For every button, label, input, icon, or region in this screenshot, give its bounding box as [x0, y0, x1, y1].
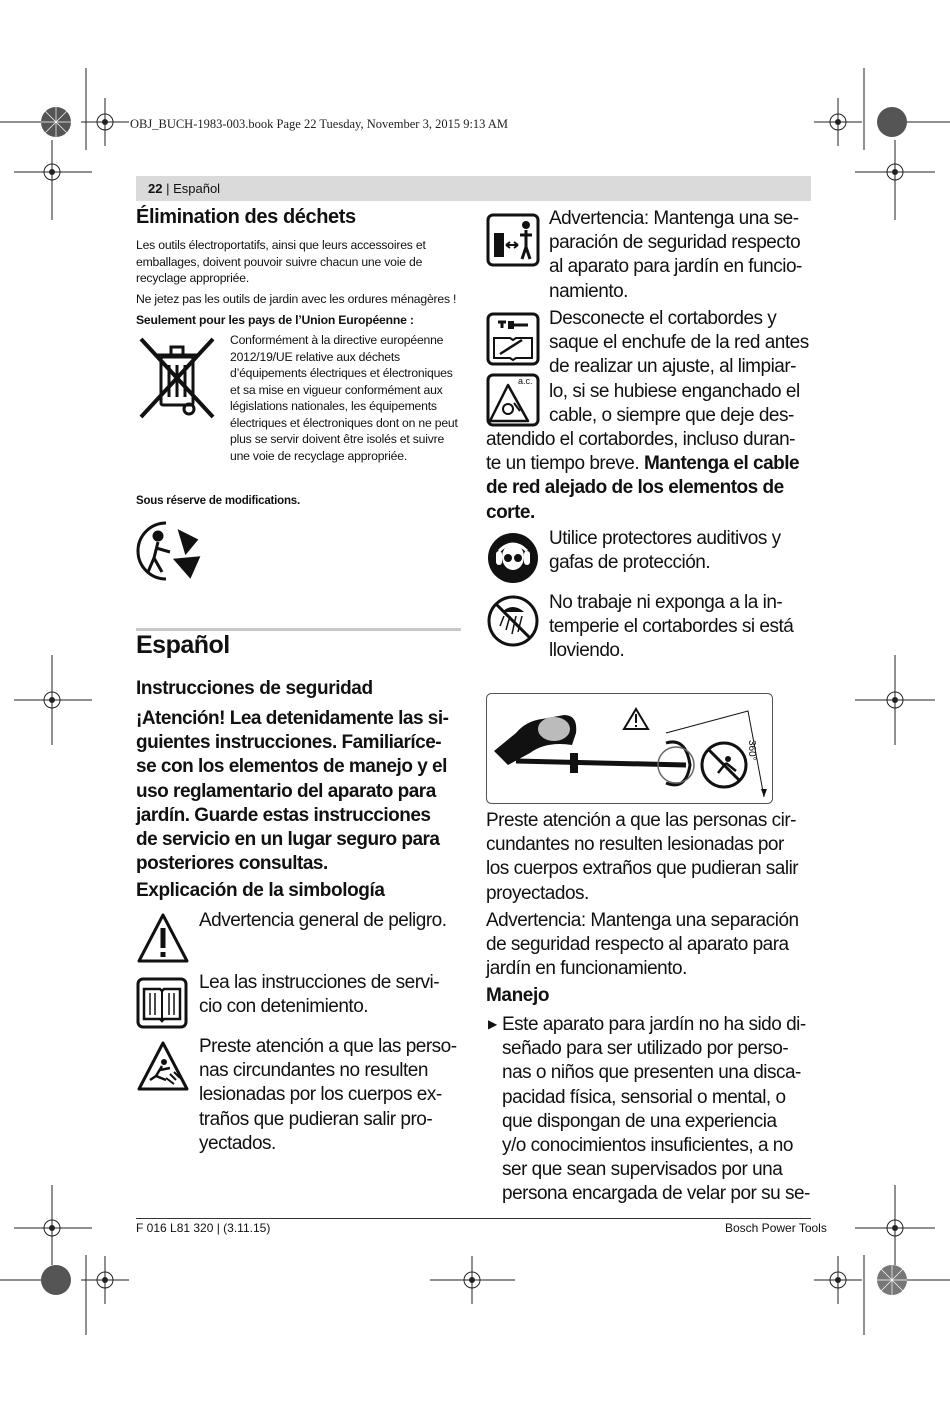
fr-reserve-note: Sous réserve de modifications. — [136, 495, 301, 507]
text-line: paración de seguridad respecto — [549, 232, 801, 254]
text-line: nas o niños que presenten una disca- — [502, 1062, 801, 1084]
no-rain-icon — [486, 594, 540, 653]
header-bar — [136, 176, 811, 201]
text-line: Preste atención a que las personas cir- — [486, 810, 797, 831]
bold-text-line: Mantenga el cable — [643, 453, 800, 475]
read-manual-icon — [136, 977, 188, 1034]
text-line: proyectados. — [486, 882, 589, 904]
text-line: lesionadas por los cuerpos ex- — [199, 1084, 442, 1106]
text-line: Este aparato para jardín no ha sido di- — [502, 1014, 806, 1035]
text-line: jardín en funcionamiento. — [486, 958, 687, 980]
text-line: de realizar un ajuste, al limpiar- — [549, 356, 797, 378]
text-line: pacidad física, sensorial o mental, o — [502, 1086, 786, 1108]
attention-line: posteriores consultas. — [136, 853, 328, 875]
unplug-text-continued — [486, 428, 816, 525]
fr-paragraph-1: Les outils électroportatifs, ainsi que leurs accessoires et emballages, doivent pouvoir suivre chacun une voie de recyclage appropriée. — [136, 238, 426, 285]
fr-paragraph-2: Ne jetez pas les outils de jardin avec les ordures ménagères ! — [136, 292, 457, 306]
text-line: lo, si se hubiese enganchado el — [549, 380, 800, 402]
unplug-manual-icon — [486, 312, 540, 371]
footer-doc-number: F 016 L81 320 | (3.11.15) — [136, 1221, 271, 1235]
attention-line: uso reglamentario del aparato para — [136, 780, 436, 802]
text-line: y/o conocimientos insuficientes, a no — [502, 1135, 793, 1157]
print-slug: OBJ_BUCH-1983-003.book Page 22 Tuesday, November 3, 2015 9:13 AM — [130, 117, 509, 131]
text-line: Advertencia: Mantenga una se- — [549, 208, 799, 229]
text-line: persona encargada de velar por su se- — [502, 1183, 810, 1205]
thrown-objects-warning-icon — [136, 1040, 190, 1097]
safety-distance-text — [549, 207, 802, 304]
attention-line: jardín. Guarde estas instrucciones — [136, 804, 431, 826]
text-line: temperie el cortabordes si está — [549, 616, 794, 638]
page-number: 22 — [148, 181, 163, 196]
text-line: Lea las instrucciones de servi- — [199, 972, 440, 993]
text-line: te un tiempo breve. — [486, 453, 644, 475]
warning-triangle-icon — [136, 912, 190, 969]
symbol-thrown-objects-text — [199, 1035, 457, 1156]
safety-distance-icon — [486, 213, 540, 272]
fr-paragraph-directive: Conformément à la directive européenne 2012/19/UE relative aux déchets d’équipements électriques et électroniques et sa mise en vigueur conformément aux législations nationales, les équipements électriques et électroniques dont on ne peut plus se servir doivent être isolés et suivre une voie de recyclage appropriée. — [230, 333, 458, 463]
symbol-read-manual-text — [199, 971, 439, 1019]
attention-line: se con los elementos de manejo y el — [136, 756, 447, 778]
footer-brand: Bosch Power Tools — [725, 1221, 827, 1235]
text-line: saque el enchufe de la red antes — [549, 332, 809, 354]
attention-line: guientes instrucciones. Familiaríce- — [136, 732, 442, 754]
figure-360-label: 360° — [746, 740, 757, 761]
text-line: Desconecte el cortabordes y — [549, 308, 777, 329]
safety-heading: Instrucciones de seguridad — [136, 678, 373, 699]
es-title: Español — [136, 631, 230, 659]
attention-line: ¡Atención! Lea detenidamente las si- — [136, 708, 449, 729]
trimmer-hazard-figure — [486, 693, 773, 810]
text-line: al aparato para jardín en funcio- — [549, 256, 802, 278]
text-line: nas circundantes no resulten — [199, 1060, 428, 1082]
manejo-heading: Manejo — [486, 985, 550, 1006]
protection-text — [549, 527, 781, 575]
text-line: cundantes no resulten lesionadas por — [486, 834, 784, 856]
ac-label: a.c. — [518, 376, 533, 386]
text-line: lloviendo. — [549, 640, 625, 662]
footer-rule — [136, 1218, 811, 1219]
triman-recycle-icon — [136, 518, 206, 589]
header-section: Español — [173, 181, 221, 196]
text-line: Advertencia: Mantenga una separación — [486, 910, 799, 931]
bold-text-line: corte. — [486, 501, 535, 523]
ear-eye-protection-icon — [486, 531, 540, 590]
text-line: Preste atención a que las perso- — [199, 1036, 457, 1057]
text-line: traños que pudieran salir pro- — [199, 1108, 433, 1130]
attention-line: de servicio en un lugar seguro para — [136, 829, 440, 851]
text-line: gafas de protección. — [549, 552, 711, 574]
text-line: No trabaje ni exponga a la in- — [549, 592, 783, 613]
text-line: atendido el cortabordes, incluso duran- — [486, 429, 795, 450]
bold-text-line: de red alejado de los elementos de — [486, 477, 784, 499]
warning-paragraph — [486, 909, 799, 982]
bullet-marker: ▶ — [488, 1017, 498, 1031]
unplug-text — [549, 307, 809, 428]
attention-paragraph — [136, 707, 466, 876]
text-line: cable, o siempre que deje des- — [549, 404, 794, 426]
manejo-paragraph — [502, 1013, 810, 1207]
crossed-bin-icon — [137, 335, 217, 426]
text-line: namiento. — [549, 280, 628, 302]
text-line: ser que sean supervisados por una — [502, 1159, 783, 1181]
text-line: Utilice protectores auditivos y — [549, 528, 781, 549]
no-rain-text — [549, 591, 793, 664]
page-header — [148, 181, 220, 196]
symbol-general-warning-text: Advertencia general de peligro. — [199, 910, 447, 931]
text-line: señado para ser utilizado por perso- — [502, 1038, 789, 1060]
text-line: que dispongan de una experiencia — [502, 1110, 777, 1132]
fr-title: Élimination des déchets — [136, 206, 356, 228]
text-line: yectados. — [199, 1132, 276, 1154]
text-line: los cuerpos extraños que pudieran salir — [486, 858, 799, 880]
people-paragraph — [486, 809, 798, 906]
text-line: de seguridad respecto al aparato para — [486, 934, 789, 956]
symbols-heading: Explicación de la simbología — [136, 880, 385, 901]
header-separator: | — [162, 181, 174, 196]
text-line: cio con detenimiento. — [199, 996, 369, 1018]
fr-paragraph-eu: Seulement pour les pays de l’Union Européenne : — [136, 313, 414, 327]
